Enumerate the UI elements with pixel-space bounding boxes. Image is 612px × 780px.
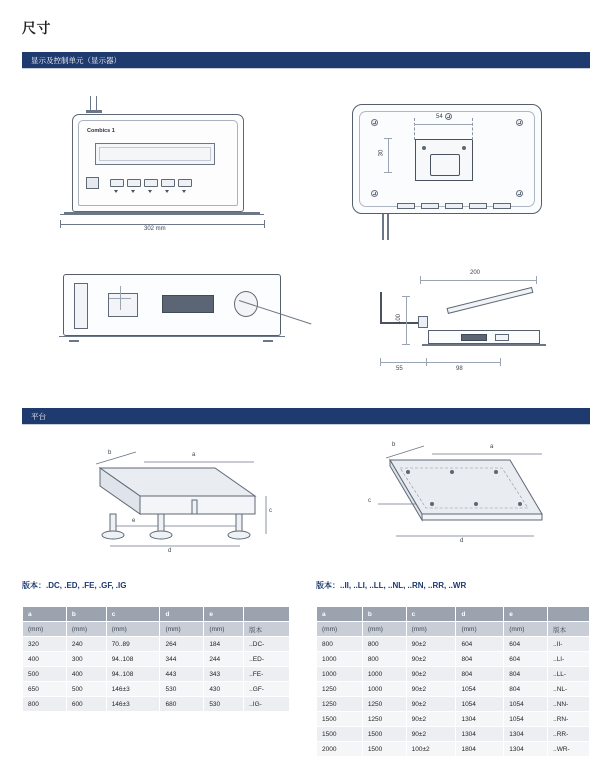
bottom-connector-block xyxy=(162,295,214,313)
table-row xyxy=(23,667,290,682)
page-title: 尺寸 xyxy=(22,20,51,36)
cell-version: ..NL- xyxy=(548,682,590,697)
rear-cable-2 xyxy=(387,214,389,240)
connector-5 xyxy=(493,203,511,209)
unit-a: (mm) xyxy=(317,622,363,637)
col-header-e: e xyxy=(504,607,548,622)
col-header-a: a xyxy=(23,607,67,622)
cell-b: 240 xyxy=(66,637,106,652)
cell-b: 1500 xyxy=(362,742,406,757)
screw-top-right-icon xyxy=(516,119,523,126)
figure-display-bottom-view xyxy=(55,268,305,368)
col-header-d: d xyxy=(456,607,504,622)
cell-version: ..WR- xyxy=(548,742,590,757)
cell-a: 1250 xyxy=(317,697,363,712)
table-row xyxy=(317,712,590,727)
figure-platform-with-feet xyxy=(40,438,290,558)
unit-version: 版本 xyxy=(244,622,290,637)
table-row xyxy=(317,637,590,652)
cell-a: 1000 xyxy=(317,667,363,682)
cell-d: 530 xyxy=(160,682,204,697)
cell-version: ..GF- xyxy=(244,682,290,697)
table-row xyxy=(317,682,590,697)
dim-tick-55-left xyxy=(380,358,381,366)
dim-tick-200-right xyxy=(536,276,537,284)
connector-1 xyxy=(397,203,415,209)
table-row xyxy=(23,682,290,697)
cable-line-2 xyxy=(96,96,97,110)
cell-b: 300 xyxy=(66,652,106,667)
unit-e: (mm) xyxy=(204,622,244,637)
cell-version: ..ED- xyxy=(244,652,290,667)
dimension-line-30 xyxy=(388,138,389,172)
dimension-line-55 xyxy=(380,362,426,363)
key-marker-4-icon xyxy=(165,190,169,193)
cell-a: 320 xyxy=(23,637,67,652)
cell-c: 90±2 xyxy=(406,712,456,727)
key-1 xyxy=(110,179,124,187)
cell-d: 804 xyxy=(456,667,504,682)
cell-b: 1000 xyxy=(362,682,406,697)
display-screen xyxy=(95,143,215,165)
cell-b: 800 xyxy=(362,652,406,667)
platform-left-drawing xyxy=(40,438,290,558)
cell-c: 90±2 xyxy=(406,682,456,697)
cell-d: 1054 xyxy=(456,697,504,712)
unit-c: (mm) xyxy=(406,622,456,637)
side-cable-vert xyxy=(380,292,382,324)
platform-left-label-e: e xyxy=(132,518,136,524)
unit-c: (mm) xyxy=(106,622,160,637)
cable-gland xyxy=(86,110,102,113)
cell-c: 94..108 xyxy=(106,667,160,682)
unit-version: 版本 xyxy=(548,622,590,637)
screw-bottom-right-icon xyxy=(516,190,523,197)
brand-label: Combics 1 xyxy=(87,128,115,134)
col-header-version xyxy=(244,607,290,622)
dimension-label-100: 100 xyxy=(396,313,403,325)
foot-left xyxy=(69,340,79,342)
cell-version: ..NN- xyxy=(548,697,590,712)
table-row xyxy=(317,652,590,667)
dimension-label-30: 30 xyxy=(378,149,385,157)
base-line xyxy=(60,214,264,215)
key-5 xyxy=(178,179,192,187)
foot-right xyxy=(263,340,273,342)
side-base-port-2 xyxy=(495,334,509,341)
cell-b: 600 xyxy=(66,697,106,712)
col-header-c: c xyxy=(406,607,456,622)
cell-c: 146±3 xyxy=(106,682,160,697)
cell-e: 1304 xyxy=(504,727,548,742)
platform-right-label-b: b xyxy=(392,442,396,448)
key-3 xyxy=(144,179,158,187)
version-title-left: 版本：.DC, .ED, .FE, .GF, .IG xyxy=(22,581,127,590)
cell-version: ..IG- xyxy=(244,697,290,712)
cell-b: 1250 xyxy=(362,712,406,727)
col-header-b: b xyxy=(362,607,406,622)
screw-top-left-icon xyxy=(371,119,378,126)
cell-c: 90±2 xyxy=(406,667,456,682)
connector-3 xyxy=(445,203,463,209)
dimension-tick-left xyxy=(60,220,61,228)
dimension-line-width xyxy=(60,224,264,225)
dimension-label-55: 55 xyxy=(396,366,403,372)
cell-c: 90±2 xyxy=(406,727,456,742)
connector-2 xyxy=(421,203,439,209)
table-row xyxy=(23,637,290,652)
dimension-label-98: 98 xyxy=(456,366,463,372)
platform-right-label-c: c xyxy=(368,498,371,504)
dimension-tick-right xyxy=(264,220,265,228)
section-label: 显示及控制单元（显示器） xyxy=(31,56,121,65)
table-units-row xyxy=(23,622,290,637)
cell-b: 1000 xyxy=(362,667,406,682)
dim-tick-30-bottom xyxy=(384,172,392,173)
unit-e: (mm) xyxy=(504,622,548,637)
table-row xyxy=(23,652,290,667)
unit-d: (mm) xyxy=(456,622,504,637)
dim-tick-30-top xyxy=(384,138,392,139)
version-title-right: 版本：..II, ..LI, ..LL, ..NL, ..RN, ..RR, ..WR xyxy=(316,581,467,590)
bottom-baseline xyxy=(59,336,285,337)
cell-c: 90±2 xyxy=(406,697,456,712)
col-header-version xyxy=(548,607,590,622)
dim-tick-98-right xyxy=(500,358,501,366)
connector-4 xyxy=(469,203,487,209)
cell-e: 804 xyxy=(504,667,548,682)
cell-version: ..FE- xyxy=(244,667,290,682)
cell-version: ..LL- xyxy=(548,667,590,682)
cell-c: 94..108 xyxy=(106,652,160,667)
cell-c: 146±3 xyxy=(106,697,160,712)
key-marker-3-icon xyxy=(148,190,152,193)
cell-a: 400 xyxy=(23,652,67,667)
cell-d: 443 xyxy=(160,667,204,682)
key-marker-5-icon xyxy=(182,190,186,193)
table-header-row xyxy=(317,607,590,622)
cell-a: 500 xyxy=(23,667,67,682)
cell-e: 604 xyxy=(504,652,548,667)
dimension-label-width: 302 mm xyxy=(144,226,166,232)
table-header-row xyxy=(23,607,290,622)
cell-b: 800 xyxy=(362,637,406,652)
cell-version: ..DC- xyxy=(244,637,290,652)
cell-d: 344 xyxy=(160,652,204,667)
platform-left-label-d: d xyxy=(168,548,172,554)
section-header-display-unit xyxy=(22,52,590,69)
platform-right-label-a: a xyxy=(490,444,494,450)
platform-left-label-b: b xyxy=(108,450,112,456)
screw-top-center-icon xyxy=(445,113,452,120)
col-header-c: c xyxy=(106,607,160,622)
figure-display-front-view xyxy=(60,96,290,236)
col-header-e: e xyxy=(204,607,244,622)
figure-display-side-view xyxy=(330,262,580,382)
cell-e: 1054 xyxy=(504,712,548,727)
rear-cable xyxy=(382,214,384,240)
bottom-housing xyxy=(63,274,281,336)
power-key xyxy=(86,177,99,189)
col-header-a: a xyxy=(317,607,363,622)
cell-d: 1054 xyxy=(456,682,504,697)
cell-e: 530 xyxy=(204,697,244,712)
platform-right-drawing xyxy=(320,438,580,558)
cell-c: 70..89 xyxy=(106,637,160,652)
section-label: 平台 xyxy=(31,412,46,421)
cell-c: 90±2 xyxy=(406,652,456,667)
cell-d: 680 xyxy=(160,697,204,712)
cell-e: 804 xyxy=(504,682,548,697)
cell-d: 804 xyxy=(456,652,504,667)
dim-tick-200-left xyxy=(420,276,421,284)
cell-d: 604 xyxy=(456,637,504,652)
key-marker-2-icon xyxy=(131,190,135,193)
side-display-panel xyxy=(447,287,534,314)
display-housing xyxy=(72,114,244,212)
cell-version: ..RN- xyxy=(548,712,590,727)
cell-a: 650 xyxy=(23,682,67,697)
cell-c: 100±2 xyxy=(406,742,456,757)
section-header-platform xyxy=(22,408,590,425)
cell-e: 184 xyxy=(204,637,244,652)
dim-tick-100-top xyxy=(402,296,410,297)
col-header-d: d xyxy=(160,607,204,622)
dimension-line-54 xyxy=(414,124,472,125)
key-marker-1-icon xyxy=(114,190,118,193)
cell-version: ..LI- xyxy=(548,652,590,667)
table-units-row xyxy=(317,622,590,637)
unit-a: (mm) xyxy=(23,622,67,637)
cell-e: 244 xyxy=(204,652,244,667)
table-row xyxy=(317,667,590,682)
platform-left-label-a: a xyxy=(192,452,196,458)
figure-display-rear-view xyxy=(330,96,580,256)
side-baseline xyxy=(422,344,546,346)
table-row xyxy=(317,727,590,742)
dimension-label-54: 54 xyxy=(436,114,443,120)
cable-line xyxy=(90,96,91,110)
spec-table-right xyxy=(316,606,590,757)
cell-a: 1000 xyxy=(317,652,363,667)
rear-housing xyxy=(352,104,542,214)
cell-d: 1304 xyxy=(456,712,504,727)
cell-c: 90±2 xyxy=(406,637,456,652)
table-row xyxy=(317,742,590,757)
dimension-line-100 xyxy=(406,296,407,344)
key-2 xyxy=(127,179,141,187)
crosshair-v xyxy=(120,286,121,310)
bottom-slot-center xyxy=(108,293,138,317)
dim-ext-right xyxy=(472,118,473,140)
platform-left-label-c: c xyxy=(269,508,272,514)
unit-d: (mm) xyxy=(160,622,204,637)
cell-version: ..II- xyxy=(548,637,590,652)
side-base xyxy=(428,330,540,344)
figure-platform-flat xyxy=(320,438,580,558)
cell-a: 800 xyxy=(23,697,67,712)
plate-center xyxy=(430,154,460,176)
table-row xyxy=(317,697,590,712)
unit-b: (mm) xyxy=(362,622,406,637)
col-header-b: b xyxy=(66,607,106,622)
cell-version: ..RR- xyxy=(548,727,590,742)
cell-b: 400 xyxy=(66,667,106,682)
cell-e: 343 xyxy=(204,667,244,682)
cell-b: 500 xyxy=(66,682,106,697)
mounting-plate xyxy=(415,139,473,181)
dim-ext-left xyxy=(414,118,415,140)
unit-b: (mm) xyxy=(66,622,106,637)
plate-hole-2 xyxy=(462,146,466,150)
cell-d: 1304 xyxy=(456,727,504,742)
cell-e: 604 xyxy=(504,637,548,652)
table-row xyxy=(23,697,290,712)
dimension-line-200 xyxy=(420,280,536,281)
cell-d: 264 xyxy=(160,637,204,652)
cell-e: 1304 xyxy=(504,742,548,757)
platform-right-label-d: d xyxy=(460,538,464,544)
screw-bottom-left-icon xyxy=(371,190,378,197)
cell-a: 1500 xyxy=(317,727,363,742)
cell-b: 1250 xyxy=(362,697,406,712)
cell-a: 2000 xyxy=(317,742,363,757)
cell-a: 1500 xyxy=(317,712,363,727)
cell-e: 430 xyxy=(204,682,244,697)
cell-d: 1804 xyxy=(456,742,504,757)
cell-a: 1250 xyxy=(317,682,363,697)
cell-a: 800 xyxy=(317,637,363,652)
bottom-slot-left xyxy=(74,283,88,329)
side-cable-gland xyxy=(418,316,428,328)
dimension-line-98 xyxy=(426,362,500,363)
cell-e: 1054 xyxy=(504,697,548,712)
spec-table-left xyxy=(22,606,290,712)
side-base-port xyxy=(461,334,487,341)
dim-tick-100-bottom xyxy=(402,344,410,345)
plate-hole-1 xyxy=(422,146,426,150)
cell-b: 1500 xyxy=(362,727,406,742)
key-4 xyxy=(161,179,175,187)
dimension-label-200: 200 xyxy=(470,270,481,276)
